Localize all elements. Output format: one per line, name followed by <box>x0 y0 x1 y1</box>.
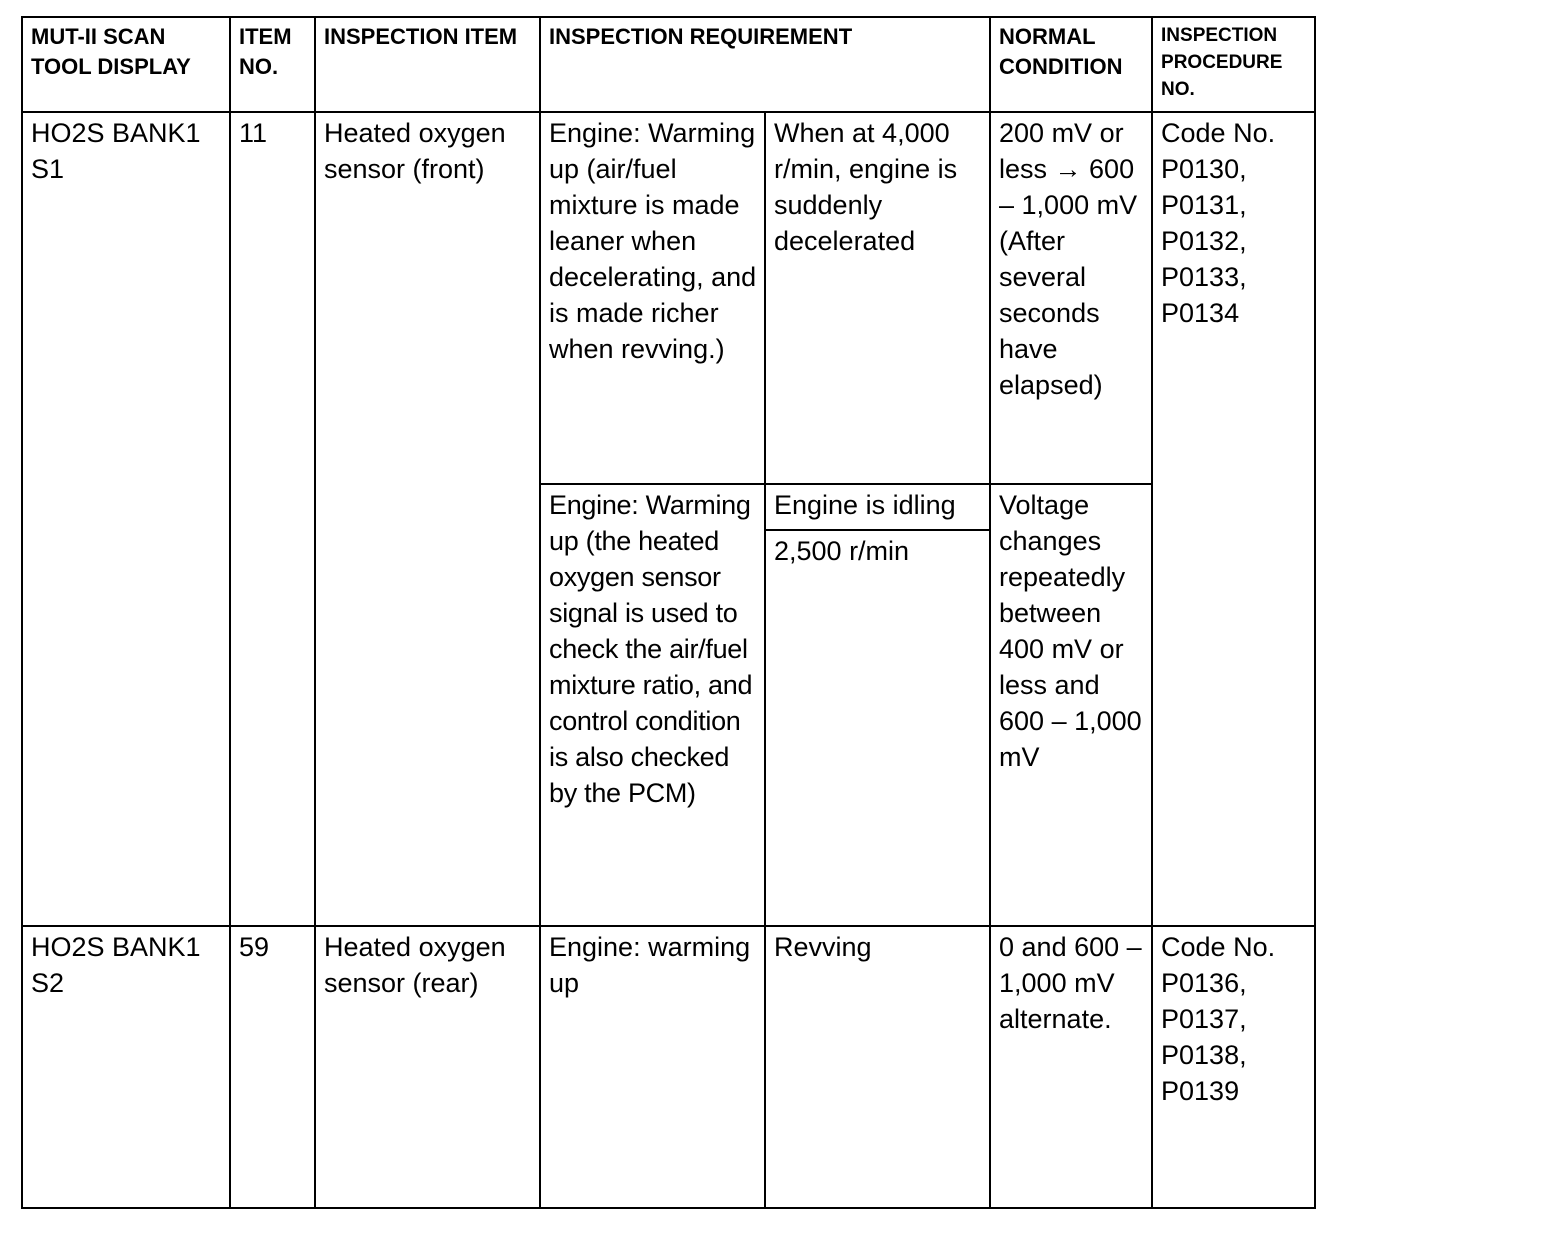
requirement-cell: Engine: Warming up (air/fuel mixture is made leaner when decelerating, and is made richer when revving.) <box>540 112 765 484</box>
scan-tool-display-cell: HO2S BANK1 S2 <box>22 926 230 1208</box>
normal-condition-cell: Voltage changes repeatedly between 400 mV or less and 600 – 1,000 mV <box>990 484 1152 926</box>
item-no-cell: 59 <box>230 926 315 1208</box>
requirement-sub-cell: 2,500 r/min <box>765 530 990 926</box>
header-normal-condition: NORMAL CONDITION <box>990 17 1152 112</box>
requirement-cell: Engine: Warming up (the heated oxygen sensor signal is used to check the air/fuel mixture ratio, and control condition is also checked by the PCM) <box>540 484 765 926</box>
item-no-cell: 11 <box>230 112 315 926</box>
requirement-sub-cell: When at 4,000 r/min, engine is suddenly decelerated <box>765 112 990 484</box>
inspection-table <box>21 16 1316 1209</box>
table-row <box>22 926 1315 1208</box>
normal-condition-cell: 200 mV or less → 600 – 1,000 mV (After several seconds have elapsed) <box>990 112 1152 484</box>
header-inspection-requirement: INSPECTION REQUIREMENT <box>540 17 990 112</box>
header-row <box>22 17 1315 112</box>
procedure-cell: Code No. P0130, P0131, P0132, P0133, P0134 <box>1152 112 1315 926</box>
inspection-item-cell: Heated oxygen sensor (rear) <box>315 926 540 1208</box>
requirement-sub-cell: Engine is idling <box>765 484 990 530</box>
requirement-cell: Engine: warming up <box>540 926 765 1208</box>
table-row <box>22 112 1315 484</box>
scan-tool-display-cell: HO2S BANK1 S1 <box>22 112 230 926</box>
normal-condition-cell: 0 and 600 – 1,000 mV alternate. <box>990 926 1152 1208</box>
header-item-no: ITEM NO. <box>230 17 315 112</box>
requirement-sub-cell: Revving <box>765 926 990 1208</box>
header-inspection-item: INSPECTION ITEM <box>315 17 540 112</box>
procedure-cell: Code No. P0136, P0137, P0138, P0139 <box>1152 926 1315 1208</box>
header-inspection-procedure: INSPECTION PROCEDURE NO. <box>1152 17 1315 112</box>
header-scan-tool-display: MUT-II SCAN TOOL DISPLAY <box>22 17 230 112</box>
inspection-item-cell: Heated oxygen sensor (front) <box>315 112 540 926</box>
